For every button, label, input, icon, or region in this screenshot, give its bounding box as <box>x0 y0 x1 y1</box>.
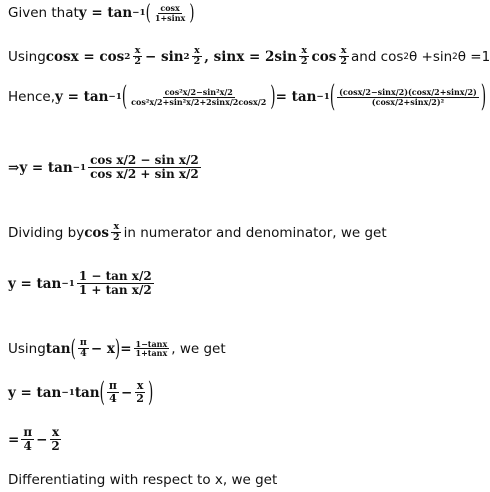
theta-text: θ +sin <box>408 48 453 65</box>
fraction-numerator: cosx <box>160 3 180 13</box>
paren-close: ) <box>270 81 276 114</box>
fraction-denominator: 2 <box>113 232 120 244</box>
fraction-denominator: (cosx/2+sinx/2)² <box>371 96 445 107</box>
line-tan-tan <box>8 376 154 409</box>
fraction-numerator: 1−tanx <box>135 338 168 349</box>
line-hence <box>8 79 487 115</box>
inverse-sup: −1 <box>316 92 330 103</box>
inverse-sup: −1 <box>108 92 122 103</box>
dividing-text-2: in numerator and denominator, we get <box>123 224 387 241</box>
superscript: 2 <box>124 51 131 62</box>
line-differentiating <box>8 472 277 488</box>
implies-math: y = tan <box>19 159 73 176</box>
paren-close: ) <box>114 335 121 363</box>
line-given <box>8 0 195 27</box>
line-result <box>8 426 64 453</box>
paren-open: ( <box>70 335 76 363</box>
identity-math-2: − sin <box>144 48 184 65</box>
superscript: 2 <box>452 51 458 62</box>
fraction-denominator: cos²x/2+sin²x/2+2sinx/2cosx/2 <box>131 96 267 107</box>
fraction-denominator: 4 <box>109 392 117 406</box>
and-text: and cos <box>350 48 404 65</box>
line-tan-form <box>8 270 156 297</box>
superscript: 2 <box>403 51 409 62</box>
paren-open: ( <box>145 0 151 27</box>
paren-open: ( <box>121 81 128 114</box>
fraction-numerator: π <box>23 425 33 439</box>
inverse-sup: −1 <box>61 387 75 398</box>
hence-eq: = tan <box>275 89 317 106</box>
superscript: 2 <box>183 51 190 62</box>
fraction-numerator: π <box>108 379 117 392</box>
fraction-denominator: 2 <box>134 56 141 68</box>
half-x-fraction <box>134 380 146 405</box>
inverse-sup: −1 <box>61 278 75 289</box>
fraction-numerator: x <box>134 45 141 56</box>
theta-text-2: θ =1 <box>457 48 490 65</box>
tan-form-math: y = tan <box>8 275 62 292</box>
given-fraction <box>153 4 187 23</box>
fraction-denominator: 1+tanx <box>135 348 168 359</box>
identity-math-3: , sinx = 2sin <box>204 48 297 65</box>
identity-math-4: cos <box>311 48 337 65</box>
given-math: y = tan <box>78 5 133 22</box>
fraction-denominator: 2 <box>136 392 144 406</box>
fraction-numerator: x <box>52 425 60 439</box>
half-x-fraction <box>192 46 203 68</box>
tan-identity-fraction <box>134 340 170 359</box>
paren-open: ( <box>99 376 105 409</box>
inverse-sup: −1 <box>132 8 146 19</box>
half-x-fraction <box>111 222 122 244</box>
fraction-denominator: 2 <box>51 439 60 454</box>
using-text: Using <box>8 340 46 357</box>
implies-arrow: ⇒ <box>8 159 20 176</box>
fraction-denominator: cos x/2 + sin x/2 <box>90 167 199 182</box>
identity-math-1: cosx = cos <box>45 48 125 65</box>
equals: = <box>120 340 132 357</box>
fraction-numerator: x <box>301 45 308 56</box>
line-implies <box>8 154 203 181</box>
using-tan-math: tan <box>45 340 71 357</box>
paren-close: ) <box>480 79 487 115</box>
tan-form-fraction <box>77 270 154 297</box>
paren-close: ) <box>147 376 154 409</box>
fraction-numerator: x <box>136 379 144 392</box>
pi-over-4-fraction <box>21 426 34 453</box>
line-using-tan <box>8 335 226 363</box>
fraction-numerator: x <box>194 45 200 56</box>
fraction-denominator: 1+sinx <box>154 12 186 23</box>
hence-text: Hence, <box>8 89 56 106</box>
pi-over-4-fraction <box>107 380 119 405</box>
fraction-numerator: x <box>340 45 347 56</box>
fraction-numerator: π <box>79 337 87 348</box>
fraction-numerator: 1 − tan x/2 <box>78 269 152 283</box>
fraction-denominator: 4 <box>23 439 32 454</box>
fraction-denominator: 1 + tan x/2 <box>78 283 152 298</box>
fraction-denominator: 2 <box>193 56 201 68</box>
tan-tan-math: y = tan <box>8 384 62 401</box>
inverse-sup: −1 <box>72 162 87 173</box>
fraction-denominator: 2 <box>300 56 308 68</box>
hence-math: y = tan <box>55 89 109 106</box>
fraction-numerator: (cosx/2−sinx/2)(cosx/2+sinx/2) <box>339 87 477 97</box>
line-identities <box>8 46 490 68</box>
given-text: Given that <box>8 5 79 22</box>
we-get-text: , we get <box>171 340 226 357</box>
tan-text: tan <box>74 384 100 401</box>
using-text: Using <box>8 48 46 65</box>
minus-x: − x <box>90 340 115 357</box>
half-x-fraction <box>132 46 143 68</box>
differentiating-text: Differentiating with respect to x, we get <box>8 472 278 488</box>
dividing-text: Dividing by <box>8 224 85 241</box>
minus: − <box>120 384 133 401</box>
minus: − <box>36 431 48 448</box>
fraction-denominator: 2 <box>340 56 347 68</box>
half-x-fraction <box>299 46 310 68</box>
pi-over-4-fraction <box>78 338 89 360</box>
fraction-numerator: cos x/2 − sin x/2 <box>90 153 199 167</box>
paren-open: ( <box>329 79 336 115</box>
fraction-numerator: x <box>113 221 120 232</box>
paren-close: ) <box>189 0 195 27</box>
fraction-denominator: 4 <box>80 348 87 360</box>
result-eq: = <box>8 431 20 448</box>
hence-fraction <box>129 88 268 107</box>
half-x-fraction <box>338 46 349 68</box>
implies-fraction <box>88 154 201 181</box>
dividing-math: cos <box>84 224 110 241</box>
hence-fraction-2 <box>337 88 479 107</box>
half-x-fraction <box>49 426 61 453</box>
fraction-numerator: cos²x/2−sin²x/2 <box>164 87 233 97</box>
line-dividing <box>8 222 387 244</box>
